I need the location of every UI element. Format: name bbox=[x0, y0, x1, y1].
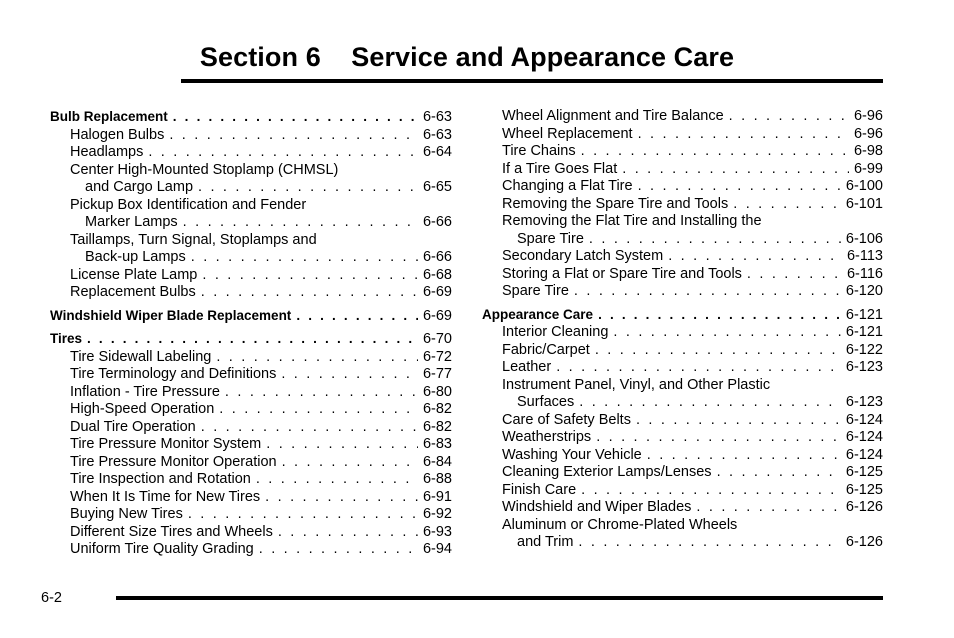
dot-leader bbox=[219, 401, 418, 419]
toc-entry[interactable] bbox=[50, 436, 452, 454]
toc-entry-page: 6-84 bbox=[422, 453, 452, 470]
toc-entry[interactable] bbox=[482, 342, 883, 360]
toc-entry-page: 6-88 bbox=[422, 471, 452, 487]
toc-entry-page: 6-121 bbox=[845, 306, 883, 323]
toc-entry[interactable] bbox=[50, 197, 452, 215]
toc-entry-label: Marker Lamps bbox=[85, 214, 178, 230]
toc-entry[interactable] bbox=[50, 506, 452, 524]
dot-leader bbox=[191, 249, 418, 267]
toc-entry-label: Tire Chains bbox=[502, 143, 576, 159]
dot-leader bbox=[201, 284, 418, 302]
toc-entry-label: Instrument Panel, Vinyl, and Other Plastic bbox=[502, 376, 771, 393]
toc-entry[interactable] bbox=[482, 196, 883, 214]
dot-leader bbox=[259, 541, 418, 559]
dot-leader bbox=[225, 384, 418, 402]
dot-leader bbox=[265, 489, 418, 507]
toc-entry-page: 6-125 bbox=[845, 464, 883, 480]
toc-entry-page: 6-125 bbox=[845, 481, 883, 498]
toc-entry[interactable] bbox=[50, 366, 452, 384]
dot-leader bbox=[278, 524, 418, 542]
toc-entry[interactable] bbox=[50, 144, 452, 162]
toc-entry-page: 6-63 bbox=[422, 109, 452, 125]
toc-entry-label: and Cargo Lamp bbox=[85, 179, 194, 195]
toc-entry-page: 6-91 bbox=[422, 488, 452, 505]
toc-entry-label: Appearance Care bbox=[482, 306, 594, 322]
toc-entry[interactable] bbox=[50, 524, 452, 542]
toc-entry-label: Interior Cleaning bbox=[502, 324, 609, 340]
toc-entry-label: Tire Pressure Monitor Operation bbox=[70, 453, 277, 470]
dot-leader bbox=[729, 108, 849, 126]
toc-entry-label: Center High-Mounted Stoplamp (CHMSL) bbox=[70, 161, 339, 178]
dot-leader bbox=[201, 419, 418, 437]
toc-entry[interactable] bbox=[50, 232, 452, 250]
toc-right-column bbox=[482, 108, 883, 552]
dot-leader bbox=[598, 306, 841, 324]
toc-entry-page: 6-70 bbox=[422, 331, 452, 347]
toc-entry[interactable] bbox=[50, 214, 452, 232]
toc-entry[interactable] bbox=[50, 162, 452, 180]
toc-entry[interactable] bbox=[50, 471, 452, 489]
dot-leader bbox=[622, 161, 849, 179]
toc-entry[interactable] bbox=[50, 249, 452, 267]
toc-entry-page: 6-94 bbox=[422, 541, 452, 557]
toc-entry-label: Replacement Bulbs bbox=[70, 284, 196, 300]
toc-entry-label: Storing a Flat or Spare Tire and Tools bbox=[502, 265, 742, 282]
toc-entry[interactable] bbox=[50, 489, 452, 507]
toc-entry-label: Spare Tire bbox=[517, 230, 584, 247]
toc-entry[interactable] bbox=[482, 126, 883, 144]
toc-entry[interactable] bbox=[482, 377, 883, 395]
dot-leader bbox=[256, 471, 418, 489]
toc-entry-label: License Plate Lamp bbox=[70, 266, 198, 283]
toc-entry-label: Surfaces bbox=[517, 394, 575, 410]
dot-leader bbox=[169, 127, 418, 145]
toc-entry[interactable] bbox=[482, 534, 883, 552]
toc-entry-page: 6-68 bbox=[422, 266, 452, 283]
dot-leader bbox=[183, 214, 418, 232]
toc-entry-page: 6-124 bbox=[845, 411, 883, 428]
footer-rule bbox=[116, 596, 883, 600]
toc-entry-label: Uniform Tire Quality Grading bbox=[70, 541, 254, 557]
toc-entry-label: Back-up Lamps bbox=[85, 249, 186, 265]
dot-leader bbox=[733, 196, 841, 214]
toc-entry-label: Bulb Replacement bbox=[50, 109, 168, 124]
page-number: 6-2 bbox=[41, 590, 62, 606]
toc-entry[interactable] bbox=[50, 419, 452, 437]
toc-entry[interactable] bbox=[482, 248, 883, 266]
toc-entry-page: 6-69 bbox=[422, 284, 452, 300]
toc-entry-page: 6-65 bbox=[422, 179, 452, 195]
toc-heading[interactable] bbox=[50, 330, 452, 349]
dot-leader bbox=[556, 359, 841, 377]
dot-leader bbox=[589, 231, 841, 249]
toc-entry-label: Pickup Box Identification and Fender bbox=[70, 196, 307, 213]
dot-leader bbox=[647, 447, 841, 465]
toc-entry[interactable] bbox=[482, 178, 883, 196]
toc-entry[interactable] bbox=[482, 447, 883, 465]
toc-entry-page: 6-116 bbox=[846, 265, 883, 282]
toc-entry-page: 6-96 bbox=[853, 108, 883, 124]
toc-entry-label: Leather bbox=[502, 359, 552, 375]
toc-entry-label: Buying New Tires bbox=[70, 506, 183, 522]
dot-leader bbox=[638, 126, 849, 144]
toc-entry[interactable] bbox=[482, 143, 883, 161]
dot-leader bbox=[173, 108, 418, 126]
toc-entry-label: Tire Inspection and Rotation bbox=[70, 471, 251, 487]
toc-entry-label: Halogen Bulbs bbox=[70, 126, 165, 143]
toc-heading[interactable] bbox=[50, 108, 452, 127]
toc-entry-page: 6-99 bbox=[853, 160, 883, 177]
toc-entry-page: 6-124 bbox=[845, 429, 883, 445]
dot-leader bbox=[595, 342, 841, 360]
dot-leader bbox=[696, 499, 841, 517]
toc-entry[interactable] bbox=[50, 454, 452, 472]
toc-entry-page: 6-82 bbox=[422, 401, 452, 417]
dot-leader bbox=[574, 283, 841, 301]
dot-leader bbox=[638, 178, 841, 196]
toc-entry-label: Tires bbox=[50, 331, 83, 346]
toc-entry[interactable] bbox=[50, 284, 452, 302]
toc-entry-page: 6-72 bbox=[422, 348, 452, 365]
toc-entry-label: Taillamps, Turn Signal, Stoplamps and bbox=[70, 231, 317, 248]
dot-leader bbox=[581, 143, 849, 161]
toc-entry[interactable] bbox=[482, 359, 883, 377]
toc-entry-page: 6-96 bbox=[853, 125, 883, 142]
toc-entry[interactable] bbox=[482, 231, 883, 249]
dot-leader bbox=[87, 330, 418, 348]
dot-leader bbox=[747, 266, 842, 284]
dot-leader bbox=[668, 248, 842, 266]
toc-entry[interactable] bbox=[482, 283, 883, 301]
toc-entry-page: 6-101 bbox=[845, 195, 883, 212]
dot-leader bbox=[281, 366, 418, 384]
toc-entry-page: 6-63 bbox=[422, 126, 452, 143]
toc-entry-page: 6-93 bbox=[422, 523, 452, 540]
toc-entry-label: Windshield and Wiper Blades bbox=[502, 499, 692, 515]
toc-entry-label: and Trim bbox=[517, 534, 574, 550]
toc-entry-label: When It Is Time for New Tires bbox=[70, 488, 261, 505]
toc-entry-label: Removing the Flat Tire and Installing the bbox=[502, 213, 762, 229]
toc-entry-page: 6-80 bbox=[422, 383, 452, 400]
toc-entry-label: Inflation - Tire Pressure bbox=[70, 383, 220, 400]
toc-entry-label: Tire Pressure Monitor System bbox=[70, 436, 262, 452]
dot-leader bbox=[717, 464, 841, 482]
toc-entry-label: Headlamps bbox=[70, 144, 144, 160]
toc-entry-page: 6-100 bbox=[845, 178, 883, 194]
toc-entry-label: Different Size Tires and Wheels bbox=[70, 523, 273, 540]
toc-entry-label: If a Tire Goes Flat bbox=[502, 160, 618, 177]
toc-entry-label: Aluminum or Chrome-Plated Wheels bbox=[502, 516, 738, 533]
toc-entry-label: Fabric/Carpet bbox=[502, 341, 590, 358]
dot-leader bbox=[198, 179, 418, 197]
toc-entry-page: 6-113 bbox=[846, 248, 883, 264]
toc-entry-page: 6-64 bbox=[422, 144, 452, 160]
dot-leader bbox=[296, 307, 418, 325]
toc-entry-page: 6-123 bbox=[845, 359, 883, 375]
dot-leader bbox=[581, 482, 841, 500]
dot-leader bbox=[216, 349, 418, 367]
dot-leader bbox=[188, 506, 418, 524]
dot-leader bbox=[636, 412, 841, 430]
dot-leader bbox=[613, 324, 841, 342]
section-title: Section 6 Service and Appearance Care bbox=[199, 42, 735, 72]
toc-entry-label: Spare Tire bbox=[502, 283, 569, 299]
toc-entry-label: Cleaning Exterior Lamps/Lenses bbox=[502, 464, 712, 480]
toc-entry-label: Dual Tire Operation bbox=[70, 418, 196, 435]
toc-entry-label: Finish Care bbox=[502, 481, 577, 498]
toc-entry[interactable] bbox=[482, 517, 883, 535]
toc-entry-page: 6-92 bbox=[422, 506, 452, 522]
toc-entry-page: 6-98 bbox=[853, 143, 883, 159]
dot-leader bbox=[596, 429, 841, 447]
toc-entry-label: Changing a Flat Tire bbox=[502, 178, 633, 194]
toc-entry[interactable] bbox=[482, 324, 883, 342]
toc-entry[interactable] bbox=[482, 464, 883, 482]
toc-entry[interactable] bbox=[482, 499, 883, 517]
toc-entry-page: 6-122 bbox=[845, 341, 883, 358]
toc-entry-page: 6-126 bbox=[845, 499, 883, 515]
toc-entry-page: 6-120 bbox=[845, 283, 883, 299]
toc-entry-page: 6-124 bbox=[845, 446, 883, 463]
toc-entry[interactable] bbox=[482, 213, 883, 231]
dot-leader bbox=[578, 534, 840, 552]
toc-entry-label: Tire Terminology and Definitions bbox=[70, 366, 277, 382]
dot-leader bbox=[202, 267, 418, 285]
toc-entry-label: Washing Your Vehicle bbox=[502, 446, 642, 463]
toc-entry[interactable] bbox=[50, 267, 452, 285]
toc-heading[interactable] bbox=[482, 306, 883, 325]
toc-entry-page: 6-123 bbox=[845, 394, 883, 410]
toc-entry-label: High-Speed Operation bbox=[70, 401, 215, 417]
toc-entry[interactable] bbox=[50, 179, 452, 197]
dot-leader bbox=[148, 144, 418, 162]
toc-entry[interactable] bbox=[482, 482, 883, 500]
toc-entry[interactable] bbox=[50, 541, 452, 559]
toc-entry-page: 6-77 bbox=[422, 366, 452, 382]
toc-entry-page: 6-106 bbox=[845, 230, 883, 247]
toc-entry-page: 6-82 bbox=[422, 418, 452, 435]
toc-heading[interactable] bbox=[50, 307, 452, 326]
toc-entry[interactable] bbox=[482, 394, 883, 412]
toc-left-column bbox=[50, 108, 452, 559]
toc-entry[interactable] bbox=[482, 266, 883, 284]
toc-entry-label: Windshield Wiper Blade Replacement bbox=[50, 307, 292, 323]
dot-leader bbox=[579, 394, 841, 412]
toc-entry[interactable] bbox=[50, 127, 452, 145]
toc-entry[interactable] bbox=[50, 349, 452, 367]
toc-entry-page: 6-121 bbox=[845, 324, 883, 340]
toc-entry-page: 6-126 bbox=[845, 534, 883, 550]
toc-entry-label: Wheel Replacement bbox=[502, 125, 633, 142]
toc-entry-page: 6-66 bbox=[422, 214, 452, 230]
toc-entry-label: Wheel Alignment and Tire Balance bbox=[502, 108, 724, 124]
toc-entry-page: 6-83 bbox=[422, 436, 452, 452]
title-rule bbox=[181, 79, 883, 83]
toc-entry-label: Weatherstrips bbox=[502, 429, 592, 445]
toc-entry-label: Secondary Latch System bbox=[502, 248, 664, 264]
toc-entry-label: Care of Safety Belts bbox=[502, 411, 631, 428]
toc-entry[interactable] bbox=[482, 412, 883, 430]
dot-leader bbox=[282, 454, 418, 472]
toc-entry-label: Removing the Spare Tire and Tools bbox=[502, 195, 729, 212]
toc-entry[interactable] bbox=[482, 429, 883, 447]
toc-entry[interactable] bbox=[50, 401, 452, 419]
dot-leader bbox=[266, 436, 418, 454]
toc-entry[interactable] bbox=[482, 108, 883, 126]
toc-entry-label: Tire Sidewall Labeling bbox=[70, 348, 212, 365]
toc-entry-page: 6-69 bbox=[422, 307, 452, 324]
toc-entry[interactable] bbox=[50, 384, 452, 402]
toc-entry[interactable] bbox=[482, 161, 883, 179]
toc-entry-page: 6-66 bbox=[422, 249, 452, 265]
